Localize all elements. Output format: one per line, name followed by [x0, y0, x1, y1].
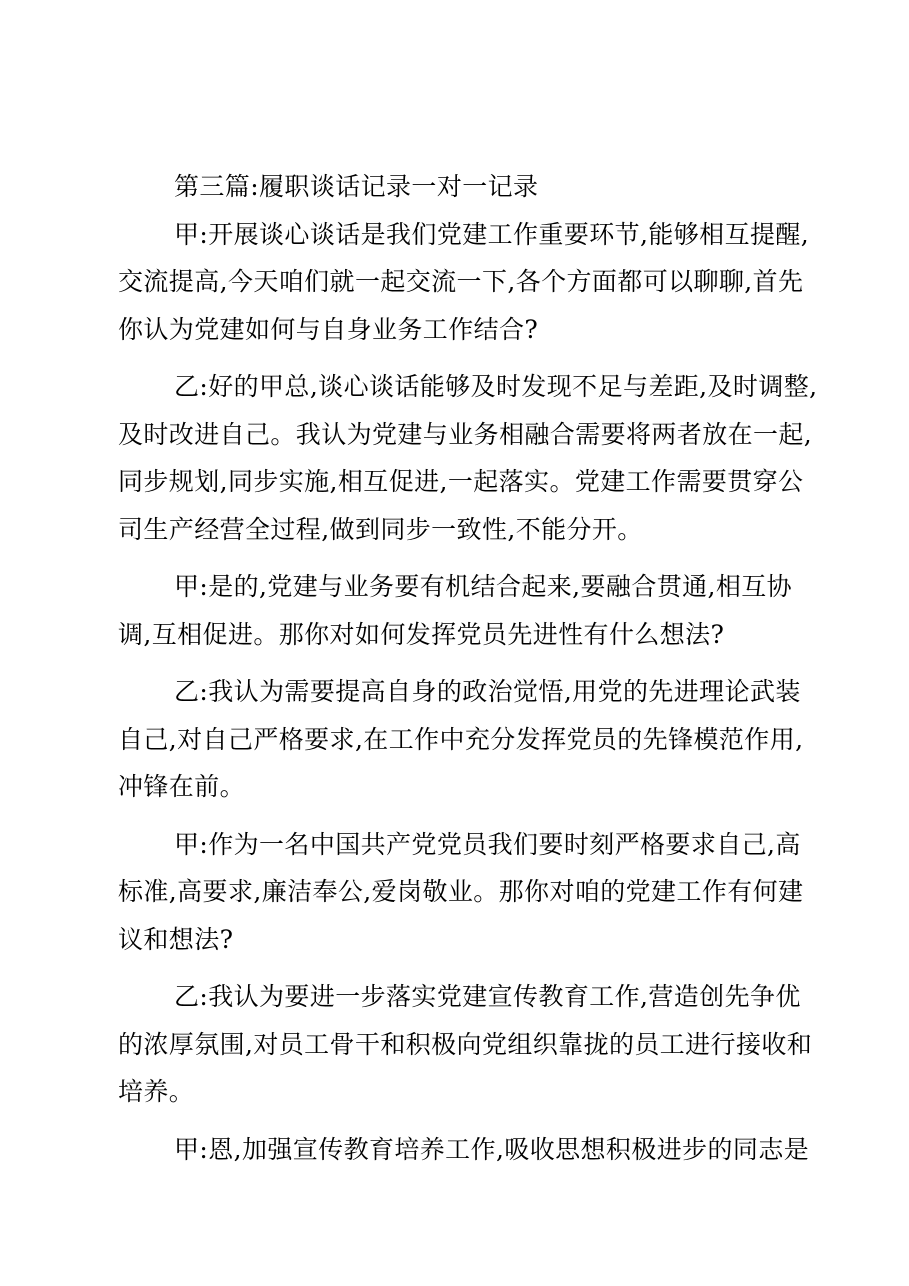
paragraph-line: 司生产经营全过程,做到同步一致性,不能分开。	[118, 514, 643, 544]
paragraph-line: 冲锋在前。	[118, 772, 246, 801]
paragraph-line: 乙:好的甲总,谈心谈话能够及时发现不足与差距,及时调整,	[174, 372, 818, 401]
paragraph-spacing	[118, 811, 798, 821]
paragraph-spacing	[118, 963, 798, 973]
paragraph-line: 甲:作为一名中国共产党党员我们要时刻严格要求自己,高	[174, 829, 801, 859]
paragraph-5	[118, 821, 804, 964]
paragraph-line: 议和想法?	[118, 924, 234, 954]
paragraph-spacing	[118, 1116, 798, 1126]
paragraph-line: 交流提高,今天咱们就一起交流一下,各个方面都可以聊聊,首先	[118, 267, 804, 296]
paragraph-line: 甲:是的,党建与业务要有机结合起来,要融合贯通,相互协	[174, 572, 793, 601]
paragraph-spacing	[118, 658, 798, 668]
document-body	[118, 163, 818, 1173]
paragraph-3	[118, 563, 798, 658]
paragraph-line: 及时改进自己。我认为党建与业务相融合需要将两者放在一起,	[118, 419, 813, 449]
paragraph-line: 的浓厚氛围,对员工骨干和积极向党组织靠拢的员工进行接收和	[118, 1029, 813, 1059]
paragraph-1	[118, 211, 810, 354]
paragraph-line: 乙:我认为需要提高自身的政治觉悟,用党的先进理论武装	[174, 677, 801, 706]
paragraph-6	[118, 973, 813, 1116]
paragraph-line: 培养。	[118, 1077, 195, 1106]
paragraph-line: 标准,高要求,廉洁奉公,爱岗敬业。那你对咱的党建工作有何建	[118, 877, 804, 906]
paragraph-line: 甲:恩,加强宣传教育培养工作,吸收思想积极进步的同志是	[174, 1134, 810, 1164]
paragraph-line: 甲:开展谈心谈话是我们党建工作重要环节,能够相互提醒,	[174, 219, 810, 249]
paragraph-line: 自己,对自己严格要求,在工作中充分发挥党员的先锋模范作用,	[118, 724, 804, 754]
document-title: 第三篇:履职谈话记录一对一记录	[174, 172, 539, 201]
paragraph-spacing	[118, 353, 798, 363]
paragraph-spacing	[118, 553, 798, 563]
paragraph-2	[118, 363, 818, 553]
paragraph-7	[118, 1126, 810, 1174]
paragraph-line: 乙:我认为要进一步落实党建宣传教育工作,营造创先争优	[174, 982, 801, 1011]
paragraph-4	[118, 668, 804, 811]
paragraph-line: 同步规划,同步实施,相互促进,一起落实。党建工作需要贯穿公	[118, 467, 804, 496]
paragraph-line: 你认为党建如何与自身业务工作结合?	[118, 314, 539, 344]
paragraph-line: 调,互相促进。那你对如何发挥党员先进性有什么想法?	[118, 619, 725, 649]
